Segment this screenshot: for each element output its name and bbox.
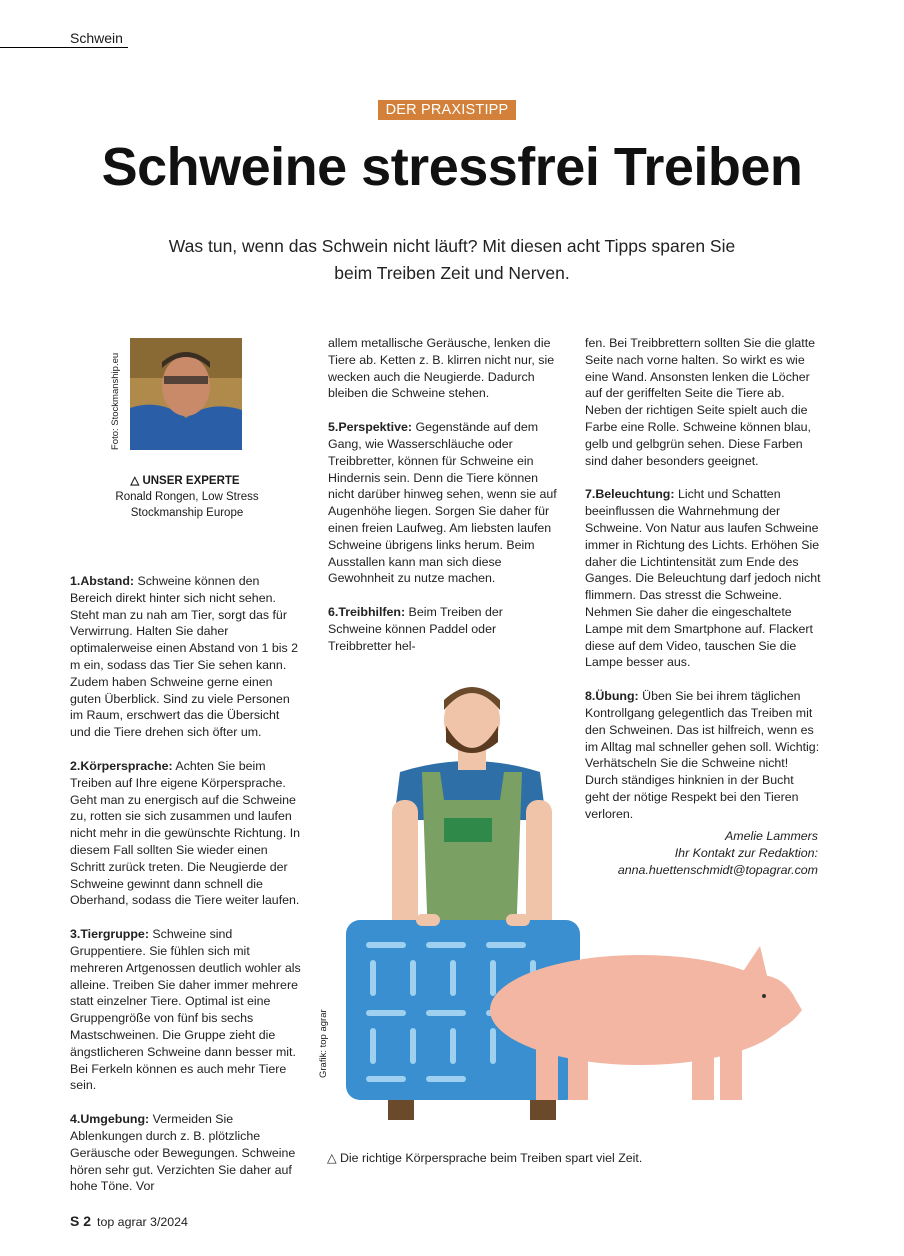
farmer-pig-illustration bbox=[340, 680, 810, 1130]
photo-credit: Foto: Stockmanship.eu bbox=[110, 352, 121, 450]
tip-6 bbox=[328, 604, 558, 654]
expert-name-line2: Stockmanship Europe bbox=[130, 507, 244, 519]
tip-5-text: Gegenstände auf dem Gang, wie Wasserschläuche oder Treibbretter, können für Schweine ein Hindernis sein. Denn die Tiere können nicht darüber hinweg sehen, wenn sie auf Augenhöhe liegen. Sorgen Sie daher für einen freien Laufweg. Am liebsten laufen Schweine übrigens links herum. Beim Ausstallen kann man sich diese Gewohnheit zu nutze machen. bbox=[328, 420, 557, 586]
tip-3-text: Schweine sind Gruppentiere. Sie fühlen sich mit mehreren Artgenossen deutlich wohler als alleine. Treiben Sie daher immer mehrere statt einzelner Tiere. Optimal ist eine Gruppengröße von fünf bis sechs Mastschweinen. Die Gruppe zieht die ängstlicheren Schweine dann besser mit. Bei Ferkeln können es auch mehr Tiere sein. bbox=[70, 927, 301, 1093]
section-rule bbox=[0, 47, 128, 48]
tip-3-label: 3.Tiergruppe: bbox=[70, 927, 149, 942]
tip-3 bbox=[70, 926, 303, 1094]
tip-2-text: Achten Sie beim Treiben auf Ihre eigene Körpersprache. Geht man zu energisch auf die Schweine zu, rotten sie sich zusammen und laufen nicht mehr in die gewünschte Richtung. In diesem Fall sollten Sie wieder einen Schritt zurück treten. Die Neugierde der Schweine gewinnt dann schnell die Oberhand, sodass die Tiere weiter laufen. bbox=[70, 758, 301, 908]
tip-1-label: 1.Abstand: bbox=[70, 574, 135, 588]
page-footer bbox=[70, 1213, 188, 1229]
column-1 bbox=[70, 573, 303, 1212]
article-lead: Was tun, wenn das Schwein nicht läuft? Mit diesen acht Tipps sparen Sie beim Treiben Zeit und Nerven. bbox=[168, 236, 736, 283]
tip-7-label: 7.Beleuchtung: bbox=[585, 487, 675, 502]
illustration-caption: △ Die richtige Körpersprache beim Treiben spart viel Zeit. bbox=[327, 1151, 643, 1165]
author-name: Amelie Lammers bbox=[725, 829, 818, 843]
expert-heading: △ UNSER EXPERTE bbox=[130, 475, 240, 487]
tip-1-text: Schweine können den Bereich direkt hinter sich nicht sehen. Steht man zu nah am Tier, sorgt das für Verwirrung. Halten Sie daher optimalerweise einen Abstand von 1 bis 2 m ein, sodass das Tier Sie sehen kann. Zudem haben Schweine gerne einen guten Überblick. Sind zu viele Personen im Raum, erschwert das die Übersicht und die Tiere drehen sich öfter um. bbox=[70, 574, 298, 740]
tip-8-text: Üben Sie bei ihrem täglichen Kontrollgang gelegentlich das Treiben mit den Schweinen. Das ist hilfreich, wenn es im Alltag mal schneller gehen soll. Wichtig: Verhätscheln Sie die Schweine nicht! Durch ständiges hinknien in der Bucht geht der nötige Respekt bei den Tieren verloren. bbox=[585, 689, 820, 821]
tip-5 bbox=[328, 419, 558, 587]
expert-name bbox=[100, 489, 274, 521]
tip-4-label: 4.Umgebung: bbox=[70, 1112, 150, 1127]
tip-1 bbox=[70, 573, 303, 741]
tip-2 bbox=[70, 758, 303, 909]
expert-photo bbox=[130, 338, 242, 450]
tip-7 bbox=[585, 486, 821, 671]
tip-5-label: 5.Perspektive: bbox=[328, 420, 413, 435]
tip-6-text: Beim Treiben der Schweine können Paddel oder Treibbretter hel- bbox=[328, 605, 503, 653]
tip-8-label: 8.Übung: bbox=[585, 689, 639, 704]
tip-4 bbox=[70, 1111, 303, 1195]
tip-2-label: 2.Körpersprache: bbox=[70, 758, 173, 773]
tip-4-text: Vermeiden Sie Ablenkungen durch z. B. plötzliche Geräusche oder Bewegungen. Schweine hören sehr gut. Verzichten Sie daher auf hohe Töne. Vor bbox=[70, 1112, 296, 1194]
tip-4-continued: allem metallische Geräusche, lenken die Tiere ab. Ketten z. B. klirren nicht nur, sie wecken auch die Neugierde. Dadurch bleiben die Schweine stehen. bbox=[328, 336, 555, 401]
contact-email[interactable]: anna.huettenschmidt@topagrar.com bbox=[617, 863, 818, 877]
tip-6-continued: fen. Bei Treibbrettern sollten Sie die glatte Seite nach vorne halten. So wirkt es wie eine Wand. Ansonsten lenken die Löcher auf der geriffelten Seite die Tiere ab. Neben der richtigen Seite spielt auch die Farbe eine Rolle. Schweine können blau, gelb und gelbgrün sehen. Diese Farben sind daher besonders geeignet. bbox=[585, 336, 816, 468]
column-2 bbox=[328, 335, 558, 672]
page-number: S 2 bbox=[70, 1213, 92, 1229]
section-label: Schwein bbox=[70, 30, 123, 46]
kicker-badge: DER PRAXISTIPP bbox=[378, 100, 516, 120]
article-title: Schweine stressfrei Treiben bbox=[101, 137, 803, 197]
tip-6-label: 6.Treibhilfen: bbox=[328, 605, 406, 620]
graphic-credit: Grafik: top agrar bbox=[318, 1009, 329, 1078]
contact-label: Ihr Kontakt zur Redaktion: bbox=[674, 846, 818, 860]
expert-name-line1: Ronald Rongen, Low Stress bbox=[115, 491, 259, 503]
magazine-issue: top agrar 3/2024 bbox=[97, 1215, 188, 1229]
tip-7-text: Licht und Schatten beeinflussen die Wahrnehmung der Schweine. Von Natur aus laufen Schweine immer in Richtung des Lichts. Erhöhen Sie daher die Lichtintensität zum Ende des Ganges. Die Beleuchtung darf jedoch nicht flimmern. Das stresst die Schweine. Nehmen Sie daher die eingeschaltete Lampe mit dem Smartphone auf. Flackert diese auf dem Video, tauschen Sie die Lampe besser aus. bbox=[585, 487, 821, 670]
